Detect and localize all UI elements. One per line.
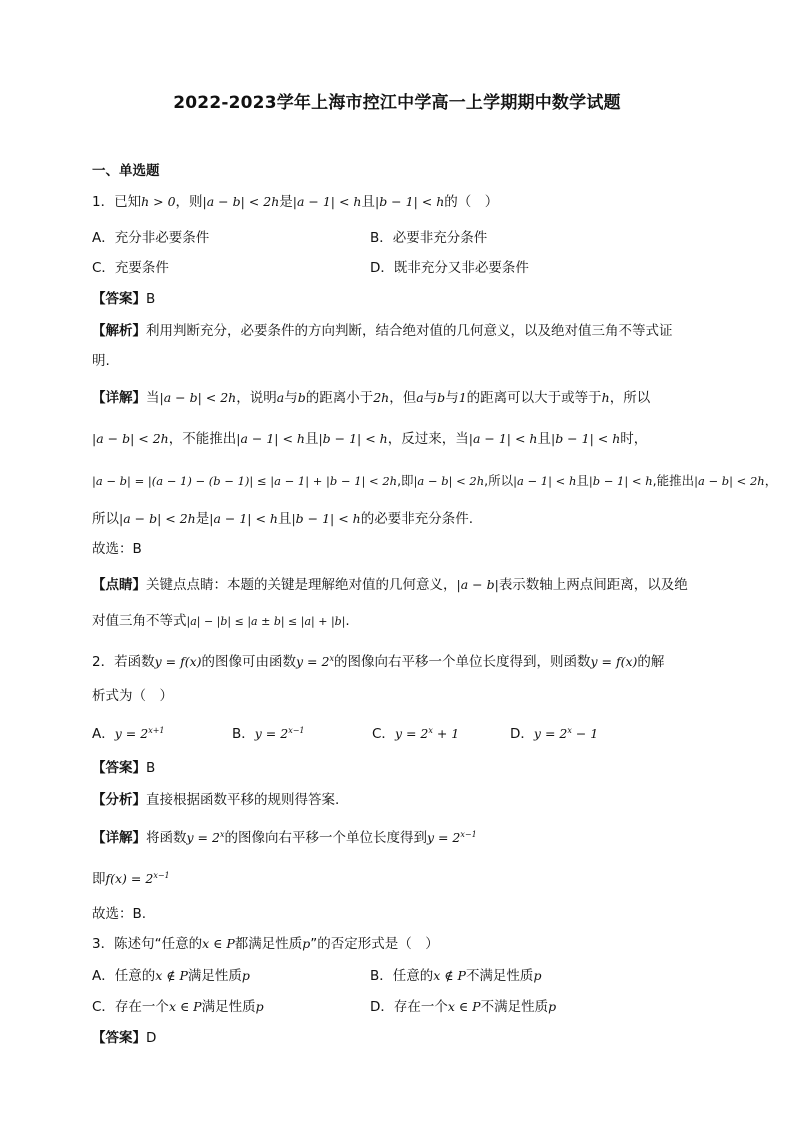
q1-answer: 【答案】B (92, 291, 156, 307)
q3-option-a: A．任意的x ∉ P满足性质p (92, 968, 250, 984)
q1-stem: 1．已知h > 0，则|a − b| < 2h是|a − 1| < h且|b − 1| < h的（ ） (92, 194, 499, 210)
q2-stem-line1: 2．若函数y = f(x)的图像可由函数$y = 2^x$的图像向右平移一个单位长度得到，则函数y = f(x)的解 (92, 654, 665, 671)
q1-option-d: D．既非充分又非必要条件 (370, 260, 529, 276)
q1-option-c: C．充要条件 (92, 260, 169, 276)
q3-answer: 【答案】D (92, 1030, 157, 1046)
q3-option-b: B．任意的x ∉ P不满足性质p (370, 968, 542, 984)
q1-option-a: A．充分非必要条件 (92, 230, 210, 246)
q2-option-d: D．$y = 2^x - 1$ (510, 726, 599, 743)
q1-analysis-line2: 明. (92, 353, 110, 369)
q2-analysis: 【分析】直接根据函数平移的规则得答案. (92, 792, 340, 808)
q2-option-c: C．$y = 2^x + 1$ (372, 726, 460, 743)
q2-then: 即$f(x) = 2^{x-1}$ (92, 871, 170, 888)
page-title: 2022-2023学年上海市控江中学高一上学期期中数学试题 (173, 93, 621, 113)
q3-stem: 3．陈述句“任意的x ∈ P都满足性质p”的否定形式是（ ） (92, 936, 439, 952)
q1-detail-line1: 【详解】当|a − b| < 2h，说明a与b的距离小于2h，但a与b与1的距离可以大于或等于h，所以 (92, 390, 651, 406)
q2-stem-line2: 析式为（ ） (92, 688, 173, 704)
q1-option-b: B．必要非充分条件 (370, 230, 488, 246)
q1-detail-line3: |a − b| = |(a − 1) − (b − 1)| ≤ |a − 1| + |b − 1| < 2h,即|a − b| < 2h,所以|a − 1| < h且|b − 1| < h,能推出|a − b| < 2h， (92, 473, 778, 488)
q2-choose: 故选：B. (92, 906, 147, 922)
q1-detail-line4: 所以|a − b| < 2h是|a − 1| < h且|b − 1| < h的必要非充分条件. (92, 511, 474, 527)
q2-detail: 【详解】将函数$y = 2^x$的图像向右平移一个单位长度得到$y = 2^{x-1}$ (92, 830, 477, 847)
q2-answer: 【答案】B (92, 760, 156, 776)
q2-option-a: A．$y = 2^{x+1}$ (92, 726, 165, 743)
section-heading: 一、单选题 (92, 163, 160, 179)
q1-detail-line2: |a − b| < 2h，不能推出|a − 1| < h且|b − 1| < h，反过来，当|a − 1| < h且|b − 1| < h时， (92, 431, 648, 447)
q3-option-c: C．存在一个x ∈ P满足性质p (92, 999, 264, 1015)
q1-analysis-line1: 【解析】利用判断充分，必要条件的方向判断，结合绝对值的几何意义，以及绝对值三角不等式证 (92, 323, 673, 339)
q1-key-line1: 【点睛】关键点点睛：本题的关键是理解绝对值的几何意义，|a − b|表示数轴上两点间距离，以及绝 (92, 577, 688, 593)
q3-option-d: D．存在一个x ∈ P不满足性质p (370, 999, 557, 1015)
q1-key-line2: 对值三角不等式|a| − |b| ≤ |a ± b| ≤ |a| + |b|. (92, 613, 350, 629)
q2-option-b: B．$y = 2^{x-1}$ (232, 726, 305, 743)
q1-choose: 故选：B (92, 541, 142, 557)
